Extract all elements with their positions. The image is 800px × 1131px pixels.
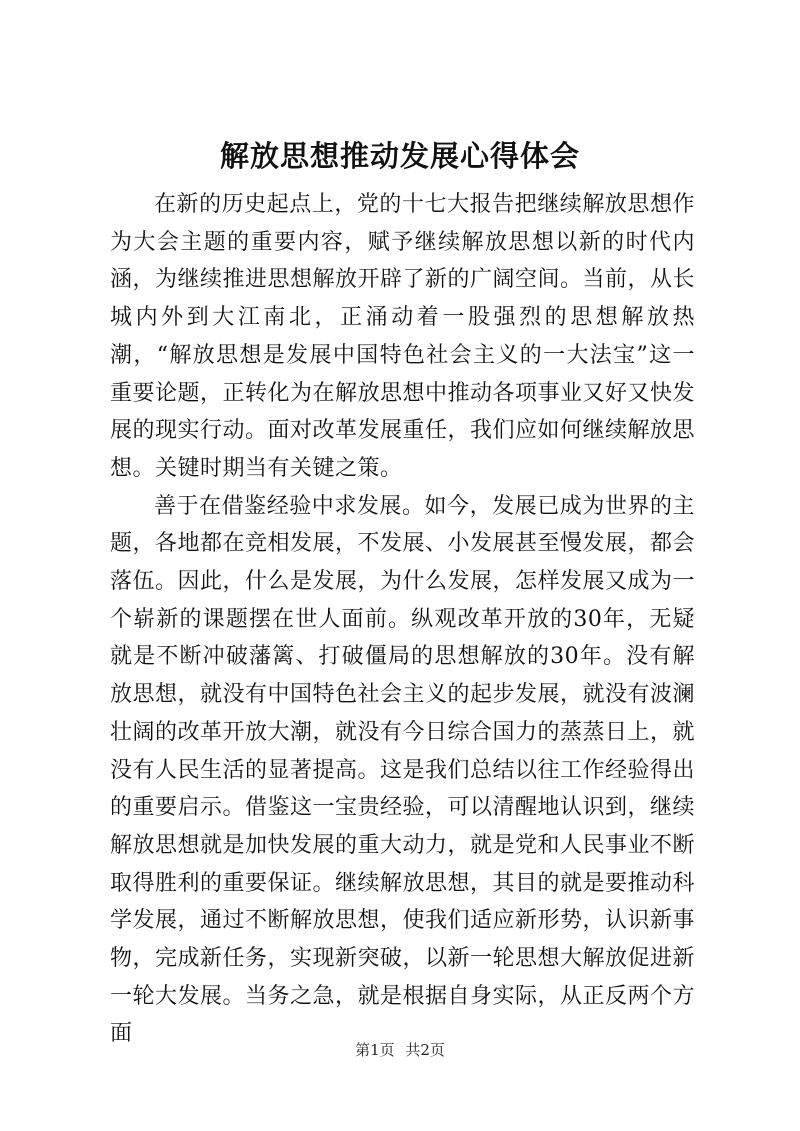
document-title: 解放思想推动发展心得体会 <box>219 139 580 173</box>
paragraph-2: 善于在借鉴经验中求发展。如今，发展已成为世界的主题，各地都在竞相发展，不发展、小发展甚至慢发展，都会落伍。因此，什么是发展，为什么发展，怎样发展又成为一个崭新的课题摆在世人面前。纵观改革开放的30年，无疑就是不断冲破藩篱、打破僵局的思想解放的30年。没有解放思想，就没有中国特色社会主义的起步发展，就没有波澜壮阔的改革开放大潮，就没有今日综合国力的蒸蒸日上，就没有人民生活的显著提高。这是我们总结以往工作经验得出的重要启示。借鉴这一宝贵经验，可以清醒地认识到，继续解放思想就是加快发展的重大动力，就是党和人民事业不断取得胜利的重要保证。继续解放思想，其目的就是要推动科学发展，通过不断解放思想，使我们适应新形势，认识新事物，完成新任务，实现新突破，以新一轮思想大解放促进新一轮大发展。当务之急，就是根据自身实际，从正反两个方面 <box>110 493 696 1047</box>
page-total: 共2页 <box>405 1041 445 1059</box>
page-footer <box>0 1040 800 1060</box>
document-body <box>110 186 695 1053</box>
page-number: 第1页 <box>355 1041 395 1059</box>
paragraph-1: 在新的历史起点上，党的十七大报告把继续解放思想作为大会主题的重要内容，赋予继续解放思想以新的时代内涵，为继续推进思想解放开辟了新的广阔空间。当前，从长城内外到大江南北，正涌动着一股强烈的思想解放热潮，“解放思想是发展中国特色社会主义的一大法宝”这一重要论题，正转化为在解放思想中推动各项事业又好又快发展的现实行动。面对改革发展重任，我们应如何继续解放思想。关键时期当有关键之策。 <box>110 192 696 481</box>
